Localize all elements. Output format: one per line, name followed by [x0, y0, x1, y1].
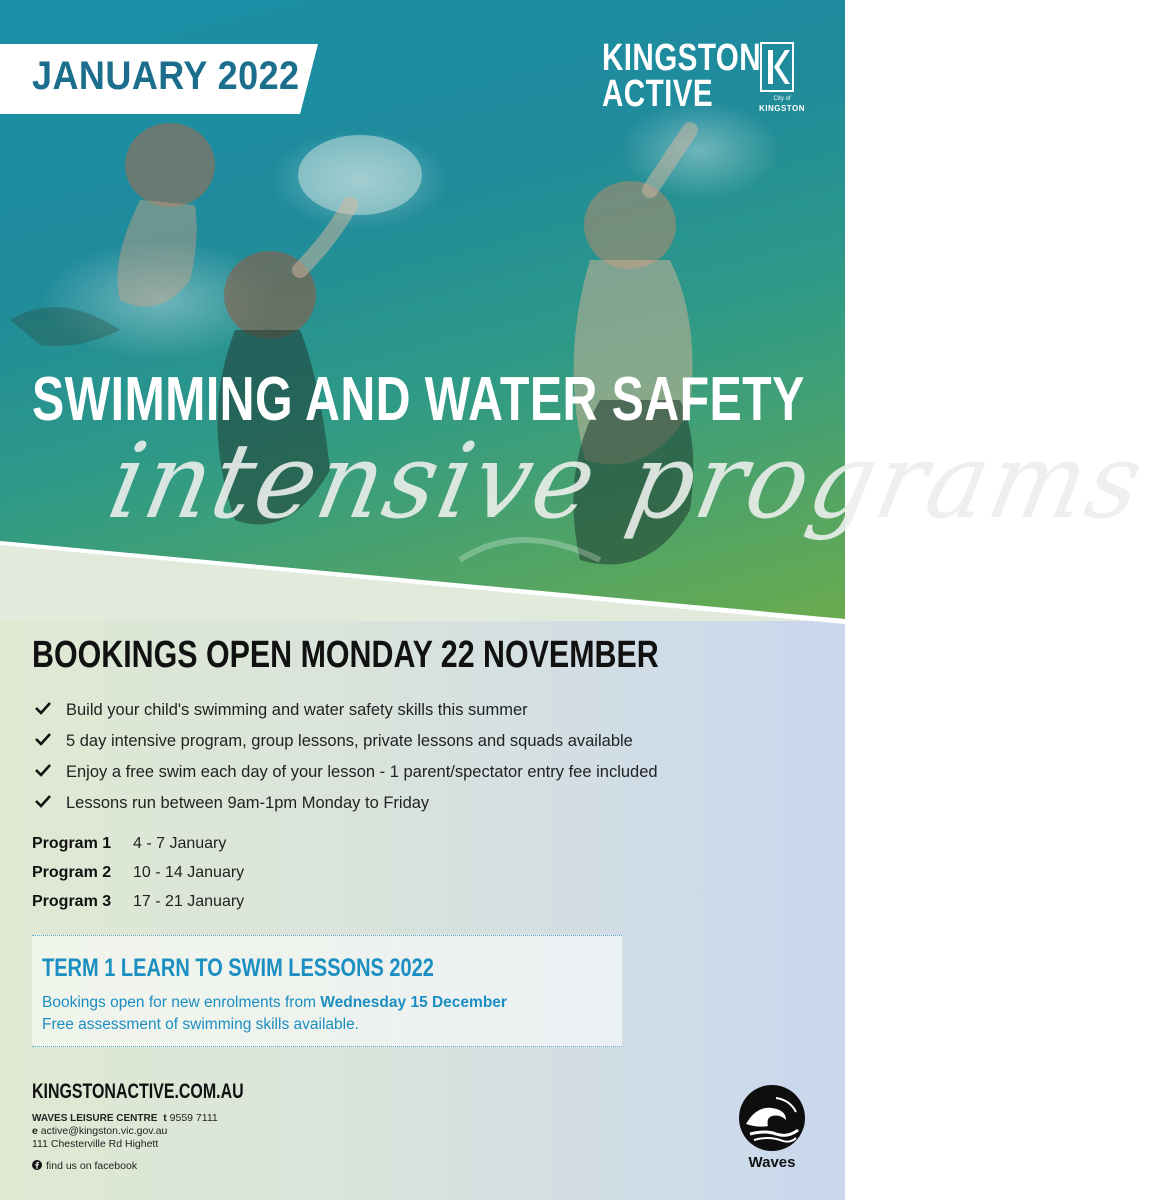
term-title: TERM 1 LEARN TO SWIM LESSONS 2022	[42, 954, 434, 982]
waves-logo	[736, 1084, 808, 1176]
list-item-text: Enjoy a free swim each day of your lesson - 1 parent/spectator entry fee included	[66, 763, 658, 781]
city-of-kingston-logo	[752, 42, 808, 120]
program-dates: 17 - 21 January	[133, 893, 245, 910]
program-label: Program 2	[32, 864, 112, 881]
brand-line-1: KINGSTON	[602, 37, 762, 79]
list-item	[34, 791, 658, 822]
brand-line-2: ACTIVE	[602, 73, 714, 115]
list-item	[34, 729, 658, 760]
list-item-text: 5 day intensive program, group lessons, private lessons and squads available	[66, 732, 633, 750]
facebook-link[interactable]	[32, 1160, 137, 1172]
program-label: Program 3	[32, 893, 112, 910]
council-small-text: City of	[773, 96, 791, 102]
date-banner-text: JANUARY 2022	[32, 54, 300, 98]
hero-script-subtitle: intensive programs	[99, 420, 1155, 542]
hero-title: SWIMMING AND WATER SAFETY	[32, 365, 805, 434]
facebook-text: find us on facebook	[46, 1160, 138, 1172]
program-label: Program 1	[32, 835, 112, 852]
waves-label: Waves	[748, 1154, 796, 1171]
email-label: e	[32, 1125, 38, 1137]
list-item-text: Build your child's swimming and water safety skills this summer	[66, 701, 528, 719]
email-address[interactable]: active@kingston.vic.gov.au	[40, 1125, 168, 1137]
check-icon	[34, 732, 52, 746]
street-address: 111 Chesterville Rd Highett	[32, 1138, 159, 1150]
kingston-active-logo	[602, 37, 762, 115]
council-k-logo	[760, 42, 794, 92]
waves-logo-mark	[736, 1084, 808, 1154]
venue-name: WAVES LEISURE CENTRE	[32, 1113, 158, 1124]
term-assessment-line: Free assessment of swimming skills available.	[42, 1016, 359, 1033]
check-icon	[34, 701, 52, 715]
council-name: KINGSTON	[758, 104, 806, 113]
list-item	[34, 760, 658, 791]
program-dates: 4 - 7 January	[133, 835, 227, 852]
contact-details	[32, 1112, 218, 1151]
phone-number[interactable]: 9559 7111	[169, 1112, 218, 1124]
phone-label: t	[163, 1112, 167, 1124]
program-dates: 10 - 14 January	[133, 864, 245, 881]
feature-list	[34, 698, 658, 822]
term-1-callout	[32, 935, 622, 1047]
check-icon	[34, 763, 52, 777]
program-schedule	[32, 832, 244, 919]
website-link[interactable]: KINGSTONACTIVE.COM.AU	[32, 1080, 244, 1103]
term-bookings-prefix: Bookings open for new enrolments from	[42, 994, 321, 1011]
term-bookings-line	[42, 994, 507, 1012]
program-row	[32, 832, 244, 861]
program-row	[32, 890, 244, 919]
list-item	[34, 698, 658, 729]
list-item-text: Lessons run between 9am-1pm Monday to Friday	[66, 794, 430, 812]
facebook-icon	[32, 1160, 42, 1170]
bookings-heading: BOOKINGS OPEN MONDAY 22 NOVEMBER	[32, 634, 659, 676]
term-bookings-date: Wednesday 15 December	[320, 994, 507, 1011]
check-icon	[34, 794, 52, 808]
program-row	[32, 861, 244, 890]
